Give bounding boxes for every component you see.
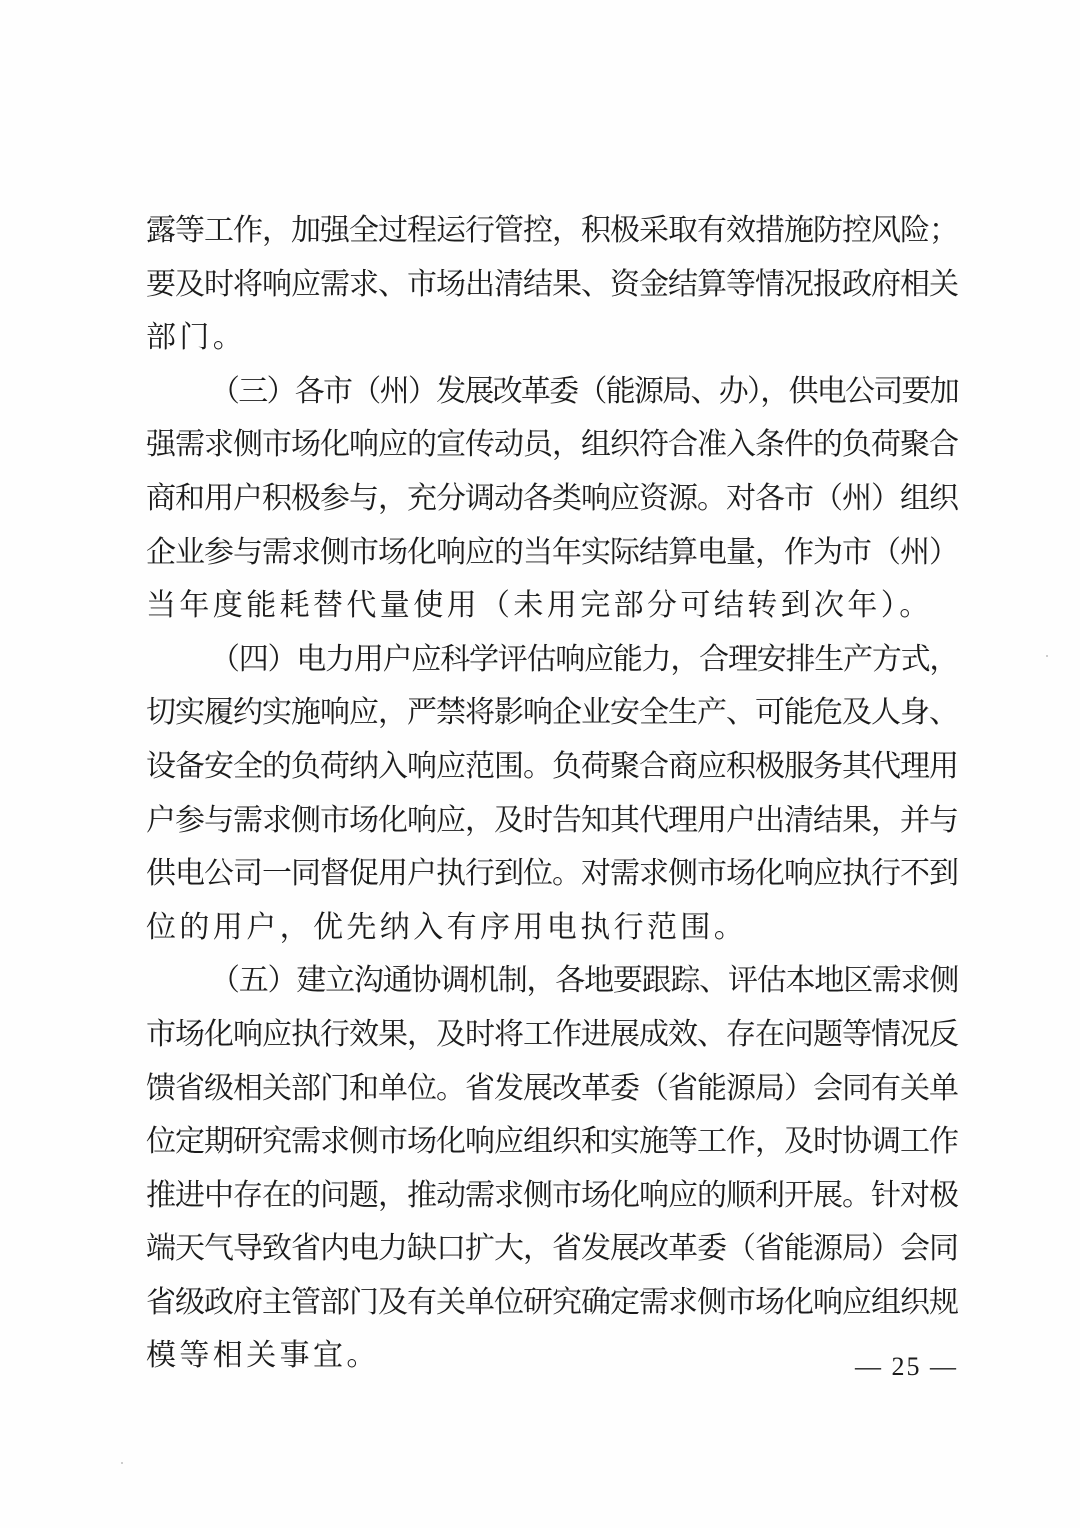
text-line: 推进中存在的问题，推动需求侧市场化响应的顺利开展。针对极 <box>146 1177 958 1213</box>
text-line: 设备安全的负荷纳入响应范围。负荷聚合商应积极服务其代理用 <box>146 748 958 784</box>
text-line: 露等工作，加强全过程运行管控，积极采取有效措施防控风险； <box>146 213 958 248</box>
text-line: 市场化响应执行效果，及时将工作进展成效、存在问题等情况反 <box>146 1016 958 1052</box>
text-line: 端天气导致省内电力缺口扩大，省发展改革委（省能源局）会同 <box>146 1231 958 1267</box>
scan-speck <box>121 1462 123 1464</box>
text-line: 供电公司一同督促用户执行到位。对需求侧市场化响应执行不到 <box>146 856 958 892</box>
text-line: 省级政府主管部门及有关单位研究确定需求侧市场化响应组织规 <box>146 1284 958 1320</box>
text-line: 位定期研究需求侧市场化响应组织和实施等工作，及时协调工作 <box>146 1124 958 1160</box>
text-line: 馈省级相关部门和单位。省发展改革委（省能源局）会同有关单 <box>146 1070 958 1106</box>
page-number: — 25 — <box>855 1352 958 1381</box>
text-line: 部门。 <box>146 320 247 356</box>
text-line: （四）电力用户应科学评估响应能力，合理安排生产方式， <box>210 641 958 677</box>
text-line: 户参与需求侧市场化响应，及时告知其代理用户出清结果，并与 <box>146 802 958 838</box>
body-text <box>146 204 958 1383</box>
text-line: 商和用户积极参与，充分调动各类响应资源。对各市（州）组织 <box>146 480 958 516</box>
text-line: 位的用户，优先纳入有序用电执行范围。 <box>146 909 748 945</box>
text-line: （五）建立沟通协调机制，各地要跟踪、评估本地区需求侧 <box>210 963 958 999</box>
text-line: 切实履约实施响应，严禁将影响企业安全生产、可能危及人身、 <box>146 695 958 731</box>
text-line: 强需求侧市场化响应的宣传动员，组织符合准入条件的负荷聚合 <box>146 427 958 463</box>
text-line: 当年度能耗替代量使用（未用完部分可结转到次年）。 <box>146 588 933 624</box>
text-line: 模等相关事宜。 <box>146 1338 380 1374</box>
text-line: 要及时将响应需求、市场出清结果、资金结算等情况报政府相关 <box>146 266 958 302</box>
scan-speck <box>1046 655 1048 657</box>
text-line: （三）各市（州）发展改革委（能源局、办），供电公司要加 <box>210 373 958 409</box>
text-line: 企业参与需求侧市场化响应的当年实际结算电量，作为市（州） <box>146 534 958 570</box>
